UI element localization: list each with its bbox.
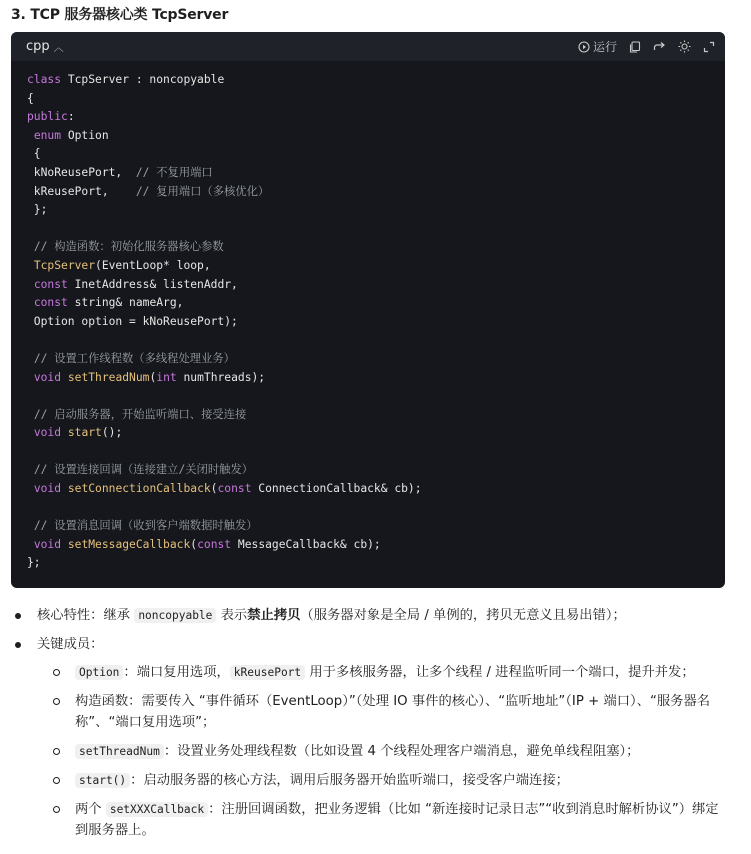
code-token: kNoReusePort, [27,165,136,179]
code-token: setConnectionCallback [67,482,211,496]
code-token [27,426,34,439]
sub-item-constructor: 构造函数：需要传入 “事件循环（EventLoop）”（处理 IO 事件的核心）、“监听地址”（IP + 端口）、“服务器名称”、“端口复用选项”； [37,691,726,733]
code-line [27,90,422,109]
code-token: // 复用端口（多核优化） [135,184,270,198]
code-line [27,313,422,332]
code-token: (EventLoop* loop, [95,258,211,272]
run-label: 运行 [592,40,617,54]
code-token: TcpServer : noncopyable [61,73,225,86]
code-token: : [67,110,75,124]
code-token: numThreads); [176,370,266,384]
code-token [27,408,34,421]
code-line [27,220,422,239]
code-token [27,371,34,384]
code-token [27,538,34,551]
play-icon [578,41,590,53]
code-token [27,259,34,272]
inline-code: Option [75,665,123,680]
code-token: ( [190,537,198,551]
code-token: { [27,147,41,161]
inline-code: kReusePort [230,665,305,680]
code-token [27,463,34,476]
code-token: string& nameArg, [67,296,184,310]
code-token: int [156,370,177,384]
inline-code: noncopyable [134,608,216,623]
code-line [27,387,422,406]
wrap-icon[interactable] [653,41,666,53]
code-token: public [27,110,68,124]
code-line [27,554,422,573]
code-line [27,331,422,350]
code-token: }; [27,556,41,570]
code-token: MessageCallback& cb); [231,537,381,551]
code-content [27,71,422,573]
section-heading: 3. TCP 服务器核心类 TcpServer [11,7,229,23]
code-line [27,257,422,276]
code-line [27,127,422,146]
code-block-header [11,32,725,61]
code-line [27,536,422,555]
bold-text: 禁止拷贝 [247,608,301,623]
code-token: const [33,277,68,291]
sub-item-callbacks: 两个 setXXXCallback ：注册回调函数，把业务逻辑（比如 “新连接时记录日志”“收到消息时解析协议”）绑定到服务器上。 [37,799,726,841]
code-line [27,517,422,536]
code-line [27,461,422,480]
code-token [27,129,34,142]
theme-icon[interactable] [678,40,691,53]
code-token [27,296,34,309]
code-token: const [33,296,68,310]
code-token: ConnectionCallback& cb); [251,482,422,496]
inline-code: start() [75,773,130,788]
code-line [27,183,422,202]
code-token [61,426,68,439]
code-token: Option [61,128,109,142]
code-line [27,145,422,164]
code-line [27,164,422,183]
list-item-core-feature: 核心特性：继承 noncopyable 表示禁止拷贝（服务器对象是全局 / 单例的，拷贝无意义且易出错）； [11,605,726,626]
code-token: // 设置连接回调（连接建立/关闭时触发） [33,463,254,477]
code-token [61,482,68,495]
code-token: setThreadNum [67,370,150,384]
copy-icon[interactable] [629,41,641,53]
code-line [27,350,422,369]
code-line [27,201,422,220]
code-block [11,32,725,588]
code-token: void [33,482,62,496]
sub-item-start: start() ：启动服务器的核心方法，调用后服务器开始监听端口，接受客户端连接； [37,770,726,791]
code-token: (); [101,426,123,440]
sub-item-option: Option ：端口复用选项， kReusePort 用于多核服务器，让多个线程 / 进程监听同一个端口，提升并发； [37,662,726,683]
code-token: kReusePort, [27,184,136,198]
list-item-key-members: 关键成员： Option ：端口复用选项， kReusePort 用于多核服务器，让多个线程 / 进程监听同一个端口，提升并发； 构造函数：需要传入 “事件循环（EventLoop）”（处理 IO 事件的核心）、“监听地址”（IP + 端口）、“服务器名称”、“端口复用选项”； setThreadNum ：设置业务处理线程数（比如设置 4 个线程处理客户端消息，避免单线程阻塞）； start() ：启动服务器的核心方法，调用后服务器开始监听端口，接受客户端连接； 两个 setXXXCallback ：注册回调函数，把业务逻辑（比如 “新连接时记录日志”“收到消息时解析协议”）绑定到服务器上。 [11,634,726,841]
code-token: // 不复用端口 [135,165,213,179]
code-token: void [33,370,62,384]
code-token [27,278,34,291]
language-toggle[interactable] [26,39,64,54]
code-line [27,294,422,313]
notes-list [11,605,726,849]
sub-item-set-thread-num: setThreadNum ：设置业务处理线程数（比如设置 4 个线程处理客户端消息，避免单线程阻塞）； [37,741,726,762]
code-line [27,480,422,499]
code-token: // 构造函数：初始化服务器核心参数 [33,240,224,254]
code-token: ( [149,370,157,384]
inline-code: setXXXCallback [106,802,208,817]
language-label: cpp [26,39,50,54]
code-token [27,352,34,365]
code-token: // 启动服务器，开始监听端口、接受连接 [33,407,247,421]
code-line [27,369,422,388]
code-token: ( [210,482,218,496]
code-token: void [33,426,62,440]
chevron-up-icon: ︿ [53,43,64,54]
code-token: class [27,73,62,86]
code-line [27,108,422,127]
inline-code: setThreadNum [75,744,164,759]
code-token: InetAddress& listenAddr, [67,277,238,291]
code-token: enum [33,128,62,142]
code-token: TcpServer [33,258,96,272]
run-button[interactable] [578,38,617,55]
code-line [27,238,422,257]
code-token [61,371,68,384]
code-token: }; [27,203,48,217]
code-line [27,406,422,425]
code-token: // 设置消息回调（收到客户端数据时触发） [33,519,258,533]
code-token: const [197,537,232,551]
code-token: void [33,537,62,551]
code-token: setMessageCallback [67,537,191,551]
code-line [27,443,422,462]
code-token: start [67,426,102,440]
code-token [61,538,68,551]
expand-icon[interactable] [703,41,715,53]
code-token: const [217,482,252,496]
code-token: // 设置工作线程数（多线程处理业务） [33,351,235,365]
code-token: Option option = kNoReusePort); [27,314,238,328]
code-line [27,276,422,295]
code-actions [578,38,715,55]
code-token: { [27,91,34,105]
code-token [27,240,34,253]
code-line [27,71,422,90]
code-line [27,499,422,518]
code-line [27,424,422,443]
code-token [27,519,34,532]
code-token [27,482,34,495]
